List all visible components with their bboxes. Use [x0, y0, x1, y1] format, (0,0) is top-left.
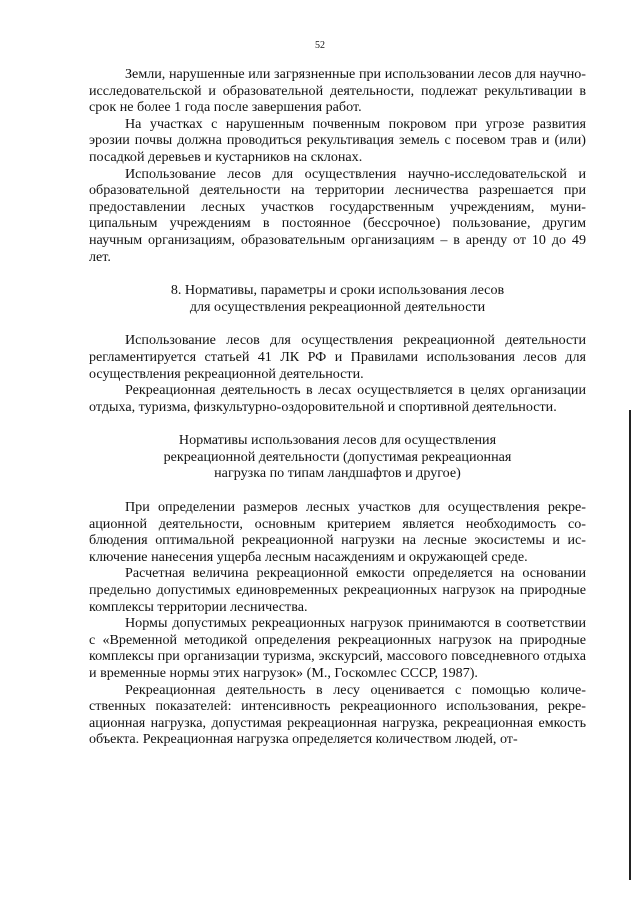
- spacer: [89, 415, 586, 432]
- paragraph-research-use: Использование лесов для осуществления научно-исследовательской и образовательной деятельности на территории лесничества разрешается при предоставлении лесных участков государственным учреждениям, муниципальным учреждениям в постоянное (бессрочное) пользование, другим научным организациям, образовательным организациям – в аренду от 10 до 49 лет.: [89, 165, 586, 265]
- spacer: [89, 482, 586, 499]
- subsection-heading-line-3: нагрузка по типам ландшафтов и другое): [214, 465, 461, 482]
- paragraph-erosion-reclamation: На участках с нарушенным почвенным покровом при угрозе развития эрозии почвы должна проводиться рекультивация земель с посевом трав и (или) посадкой деревьев и кустарников на склонах.: [89, 115, 586, 165]
- spacer: [89, 315, 586, 332]
- document-body: [89, 66, 586, 748]
- section-heading-line-1: 8. Нормативы, параметры и сроки использования лесов: [170, 282, 505, 299]
- paragraph-recreation-regulation: Использование лесов для осуществления рекреационной деятельности регламентируется статьей 41 ЛК РФ и Правилами использования лесов для осуществления рекреационной деятельности.: [89, 332, 586, 382]
- subsection-heading-line-2: рекреационной деятельности (допустимая рекреационная: [163, 448, 512, 465]
- paragraph-land-reclamation: Земли, нарушенные или загрязненные при использовании лесов для научно-исследовательской и образовательной деятельности, подлежат рекультивации в срок не более 1 года после завершения работ.: [89, 66, 586, 116]
- paragraph-recreation-purpose: Рекреационная деятельность в лесах осуществляется в целях организации отдыха, туризма, физкультурно-оздоровительной и спортивной деятельности.: [89, 382, 586, 415]
- paragraph-recreation-capacity: Расчетная величина рекреационной емкости определяется на основании предельно допустимых единовременных рекреационных нагрузок на природные комплексы территории лесничества.: [89, 565, 586, 615]
- subsection-heading-line-1: Нормативы использования лесов для осуществления: [178, 432, 497, 449]
- paragraph-load-norms: Нормы допустимых рекреационных нагрузок принимаются в соответствии с «Временной методикой определения рекреационных нагрузок на природные комплексы при организации туризма, экскурсий, массового повседневного отдыха и временные нормы этих нагрузок» (М., Госкомлес СССР, 1987).: [89, 615, 586, 681]
- page-number: 52: [315, 40, 325, 51]
- section-heading-line-2: для осуществления рекреационной деятельности: [189, 298, 486, 315]
- scan-edge-line: [629, 410, 631, 880]
- paragraph-plot-size-criteria: При определении размеров лесных участков для осуществления рекреационной деятельности, основным критерием является необходимость соблюдения оптимальной рекреационной нагрузки на лесные экосистемы и исключение нанесения ущерба лесным насаждениям и окружающей среде.: [89, 499, 586, 565]
- paragraph-quantitative-indicators: Рекреационная деятельность в лесу оценивается с помощью количественных показателей: интенсивность рекреационного использования, рекреационная нагрузка, допустимая рекреационная нагрузка, рекреационная емкость объекта. Рекреационная нагрузка определяется количеством людей, от-: [89, 681, 586, 748]
- spacer: [89, 265, 586, 282]
